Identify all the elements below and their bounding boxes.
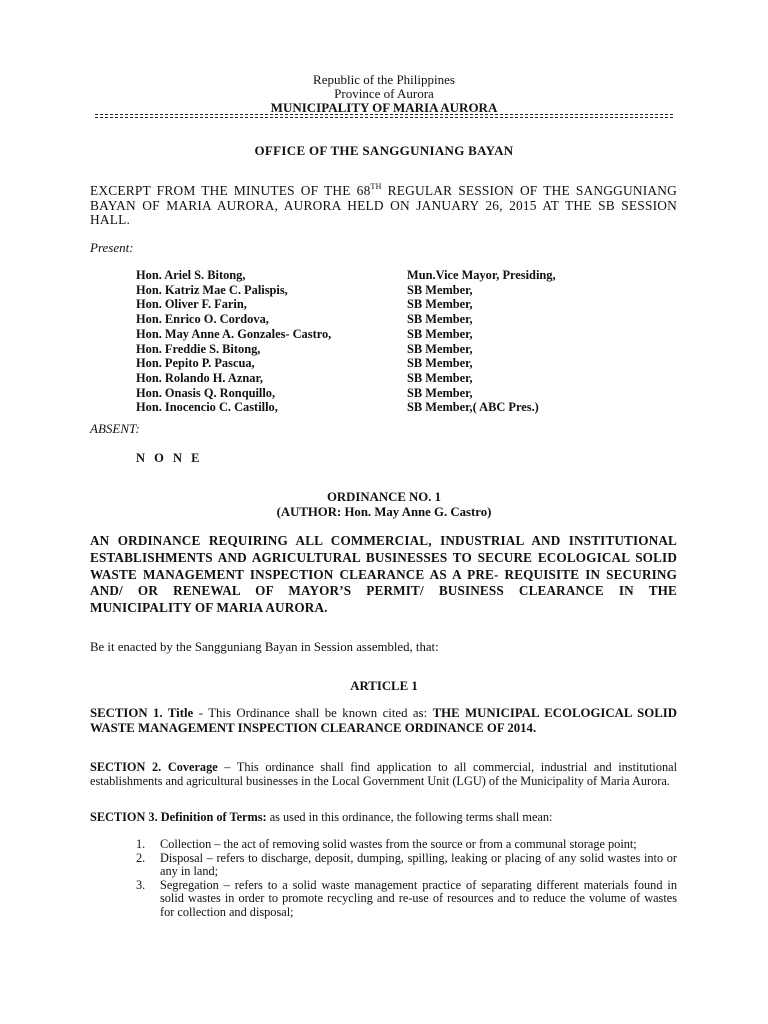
term-number: 1.	[136, 837, 146, 851]
term-item	[136, 838, 677, 852]
section-1-ordinance-name: THE MUNICIPAL ECOLOGICAL SOLID WASTE MANAGEMENT INSPECTION CLEARANCE ORDINANCE OF 2014.	[90, 706, 677, 735]
ordinance-number: ORDINANCE NO. 1	[326, 490, 442, 504]
ordinance-author: (AUTHOR: Hon. May Anne G. Castro)	[276, 505, 492, 519]
header-republic: Republic of the Philippines	[313, 72, 455, 87]
member-row	[136, 400, 576, 415]
member-role: SB Member,	[407, 312, 473, 327]
member-name: Hon. Onasis Q. Ronquillo,	[136, 385, 276, 400]
member-role: SB Member,	[407, 297, 473, 312]
member-name: Hon. Freddie S. Bitong,	[136, 341, 261, 356]
members-list	[136, 268, 576, 415]
excerpt-ordinal-suffix: TH	[370, 182, 382, 191]
term-text: Collection – the act of removing solid wastes from the source or from a communal storage point;	[160, 837, 637, 851]
terms-list	[136, 838, 677, 920]
member-row	[136, 268, 576, 283]
header-municipality: MUNICIPALITY OF MARIA AURORA	[270, 100, 498, 115]
member-name: Hon. Inocencio C. Castillo,	[136, 400, 278, 415]
member-row	[136, 297, 576, 312]
term-text: Disposal – refers to discharge, deposit, dumping, spilling, leaking or placing of any solid wastes into or any in land;	[160, 850, 677, 879]
section-3-text: as used in this ordinance, the following terms shall mean:	[266, 810, 553, 824]
term-item	[136, 879, 677, 920]
section-3	[90, 810, 677, 824]
section-2-heading: SECTION 2. Coverage	[90, 760, 218, 774]
member-role: SB Member,	[407, 385, 473, 400]
article-heading: ARTICLE 1	[350, 679, 418, 693]
member-name: Hon. Rolando H. Aznar,	[136, 370, 263, 385]
section-2-text: – This ordinance shall find application to all commercial, industrial and institutional establishments and agricultural businesses in the Local Government Unit (LGU) of the Municipality of Maria Aurora.	[90, 760, 677, 788]
member-role: SB Member,	[407, 326, 473, 341]
member-name: Hon. Pepito P. Pascua,	[136, 356, 255, 371]
member-row	[136, 356, 576, 371]
section-1-heading: SECTION 1. Title	[90, 706, 194, 720]
enacting-clause: Be it enacted by the Sangguniang Bayan in Session assembled, that:	[90, 640, 439, 654]
member-role: Mun.Vice Mayor, Presiding,	[407, 268, 556, 282]
member-name: Hon. May Anne A. Gonzales- Castro,	[136, 326, 332, 341]
member-row	[136, 312, 576, 327]
member-name: Hon. Katriz Mae C. Palispis,	[136, 282, 288, 297]
member-role: SB Member,	[407, 356, 473, 371]
office-title: OFFICE OF THE SANGGUNIANG BAYAN	[254, 143, 514, 158]
section-2	[90, 760, 677, 788]
member-role: SB Member,	[407, 282, 473, 297]
member-row	[136, 327, 576, 342]
member-role: SB Member,	[407, 370, 473, 385]
member-row	[136, 283, 576, 298]
member-row	[136, 386, 576, 401]
absent-value: N O N E	[136, 451, 203, 465]
member-row	[136, 342, 576, 357]
member-name: Hon. Oliver F. Farin,	[136, 297, 247, 312]
term-item	[136, 852, 677, 879]
double-divider	[95, 114, 673, 118]
member-row	[136, 371, 576, 386]
term-number: 2.	[136, 850, 146, 865]
member-name: Hon. Enrico O. Cordova,	[136, 312, 269, 327]
excerpt-text-end: REGULAR SESSION OF THE SANGGUNIANG BAYAN OF MARIA AURORA, AURORA HELD ON JANUARY 26, 2015 AT THE SB SESSION HALL.	[90, 183, 677, 227]
ordinance-title: AN ORDINANCE REQUIRING ALL COMMERCIAL, INDUSTRIAL AND INSTITUTIONAL ESTABLISHMENTS AND AGRICULTURAL BUSINESSES TO SECURE ECOLOGICAL SOLID WASTE MANAGEMENT INSPECTION CLEARANCE AS A PRE- REQUISITE IN SECURING AND/ OR RENEWAL OF MAYOR’S PERMIT/ BUSINESS CLEARANCE IN THE MUNICIPALITY OF MARIA AURORA.	[90, 533, 677, 616]
excerpt-text-start: EXCERPT FROM THE MINUTES OF THE 68	[90, 183, 371, 198]
section-1-text: - This Ordinance shall be known cited as:	[193, 706, 433, 720]
member-name: Hon. Ariel S. Bitong,	[136, 268, 246, 282]
ordinance-heading	[0, 490, 768, 520]
absent-label: ABSENT:	[90, 421, 140, 436]
section-1	[90, 706, 677, 735]
term-text: Segregation – refers to a solid waste management practice of separating different materials found in solid wastes in order to promote recycling and re-use of resources and to reduce the volume of wastes for collection and disposal;	[160, 877, 677, 919]
section-3-heading: SECTION 3. Definition of Terms:	[90, 810, 267, 824]
present-label: Present:	[90, 240, 134, 255]
header-province: Province of Aurora	[334, 86, 434, 101]
member-role: SB Member,	[407, 341, 473, 356]
excerpt-paragraph	[90, 184, 677, 228]
member-role: SB Member,( ABC Pres.)	[407, 400, 539, 415]
term-number: 3.	[136, 877, 146, 892]
